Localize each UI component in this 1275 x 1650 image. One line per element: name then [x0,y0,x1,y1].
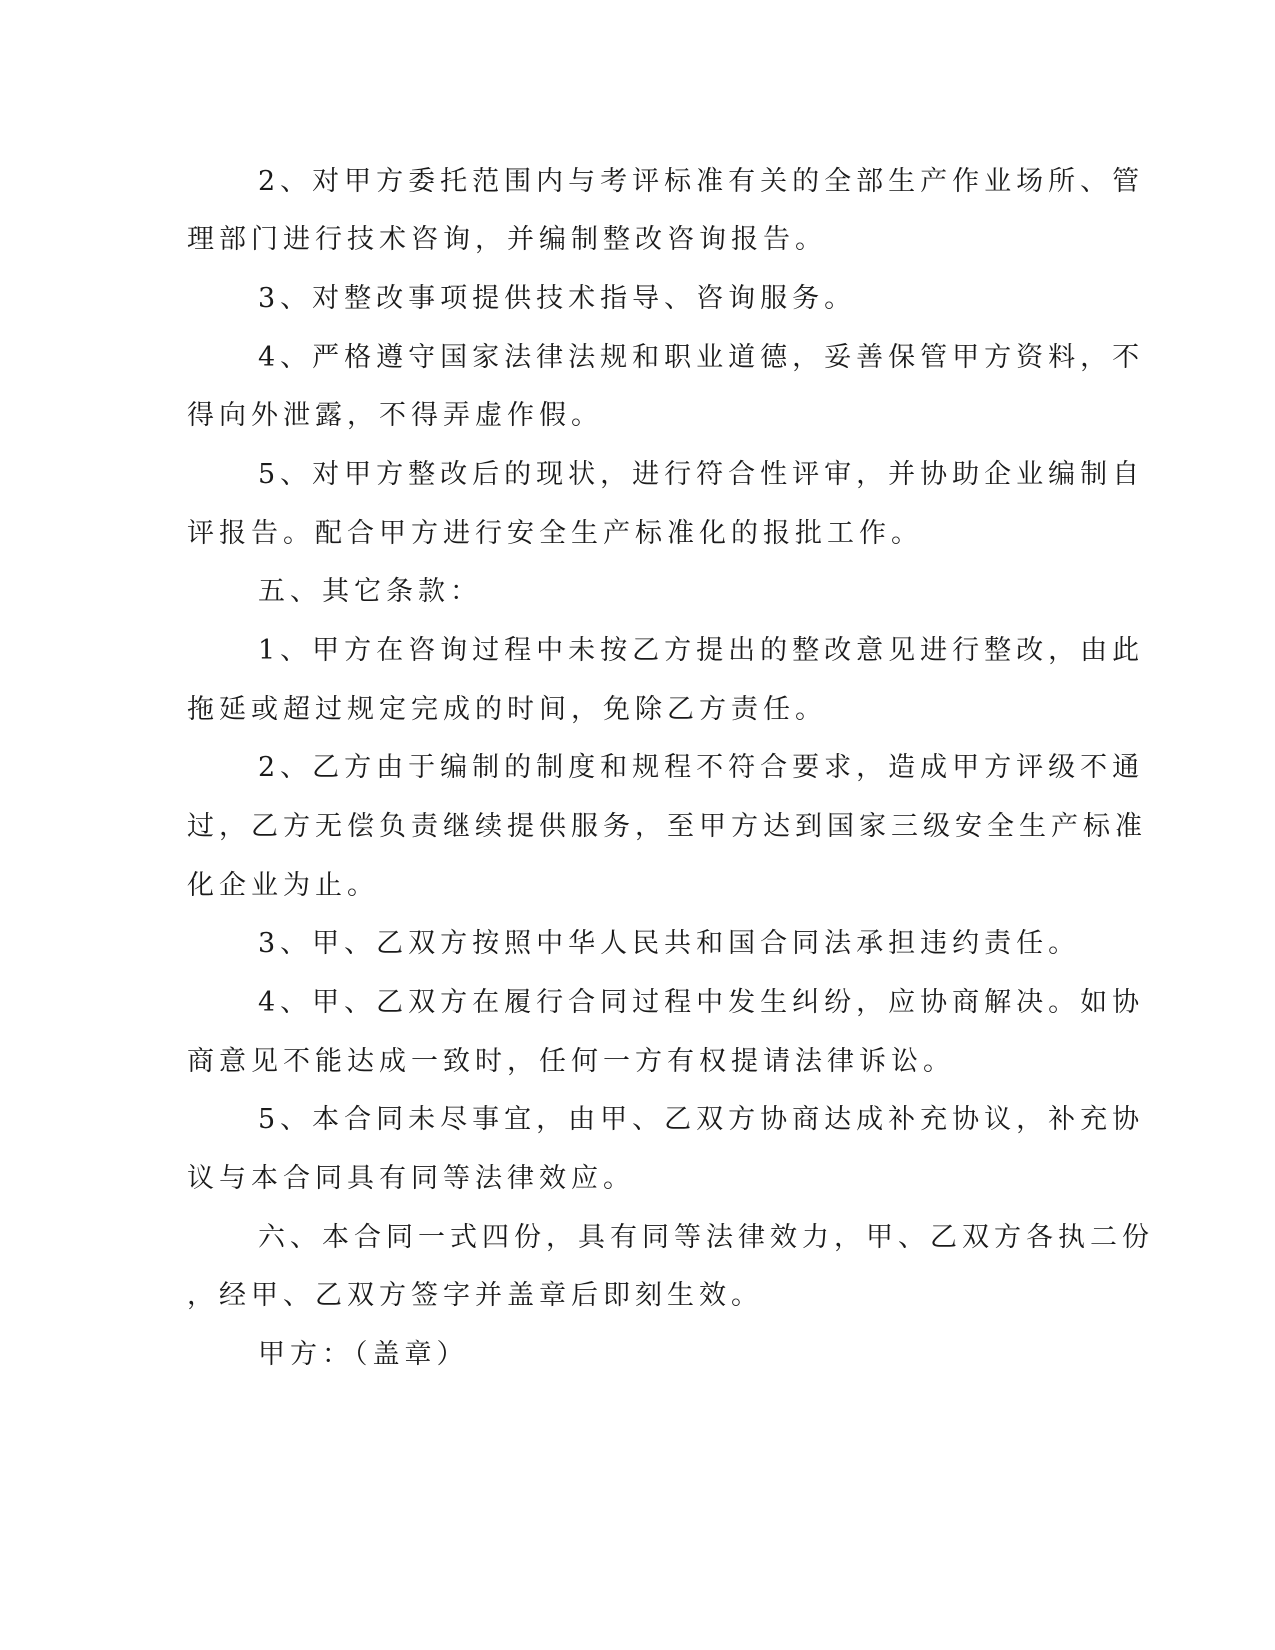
section-6-line-1: 六、本合同一式四份，具有同等法律效力，甲、乙双方各执二份 [258,1222,1154,1253]
clause-5-2-line-1: 2、乙方由于编制的制度和规程不符合要求，造成甲方评级不通 [258,752,1145,783]
clause-5-4-line-2: 商意见不能达成一致时，任何一方有权提请法律诉讼。 [187,1046,955,1077]
clause-5-1-line-1: 1、甲方在咨询过程中未按乙方提出的整改意见进行整改，由此 [258,635,1145,666]
clause-4-2-line-2: 理部门进行技术咨询，并编制整改咨询报告。 [187,224,827,255]
party-a-seal-label: 甲方：（盖章） [258,1339,469,1370]
clause-5-3: 3、甲、乙双方按照中华人民共和国合同法承担违约责任。 [258,928,1081,959]
clause-5-5-line-2: 议与本合同具有同等法律效应。 [187,1163,635,1194]
clause-5-4-line-1: 4、甲、乙双方在履行合同过程中发生纠纷，应协商解决。如协 [258,987,1145,1018]
clause-5-2-line-3: 化企业为止。 [187,870,379,901]
clause-4-2-line-1: 2、对甲方委托范围内与考评标准有关的全部生产作业场所、管 [258,166,1145,197]
clause-4-4-line-1: 4、严格遵守国家法律法规和职业道德，妥善保管甲方资料，不 [258,342,1145,373]
section-6-line-2: ，经甲、乙双方签字并盖章后即刻生效。 [187,1280,763,1311]
section-5-heading: 五、其它条款： [258,576,482,607]
clause-4-3: 3、对整改事项提供技术指导、咨询服务。 [258,283,857,314]
clause-4-4-line-2: 得向外泄露，不得弄虚作假。 [187,400,603,431]
clause-5-1-line-2: 拖延或超过规定完成的时间，免除乙方责任。 [187,694,827,725]
clause-5-2-line-2: 过，乙方无偿负责继续提供服务，至甲方达到国家三级安全生产标准 [187,811,1147,842]
clause-4-5-line-1: 5、对甲方整改后的现状，进行符合性评审，并协助企业编制自 [258,459,1145,490]
clause-5-5-line-1: 5、本合同未尽事宜，由甲、乙双方协商达成补充协议，补充协 [258,1104,1145,1135]
clause-4-5-line-2: 评报告。配合甲方进行安全生产标准化的报批工作。 [187,518,923,549]
